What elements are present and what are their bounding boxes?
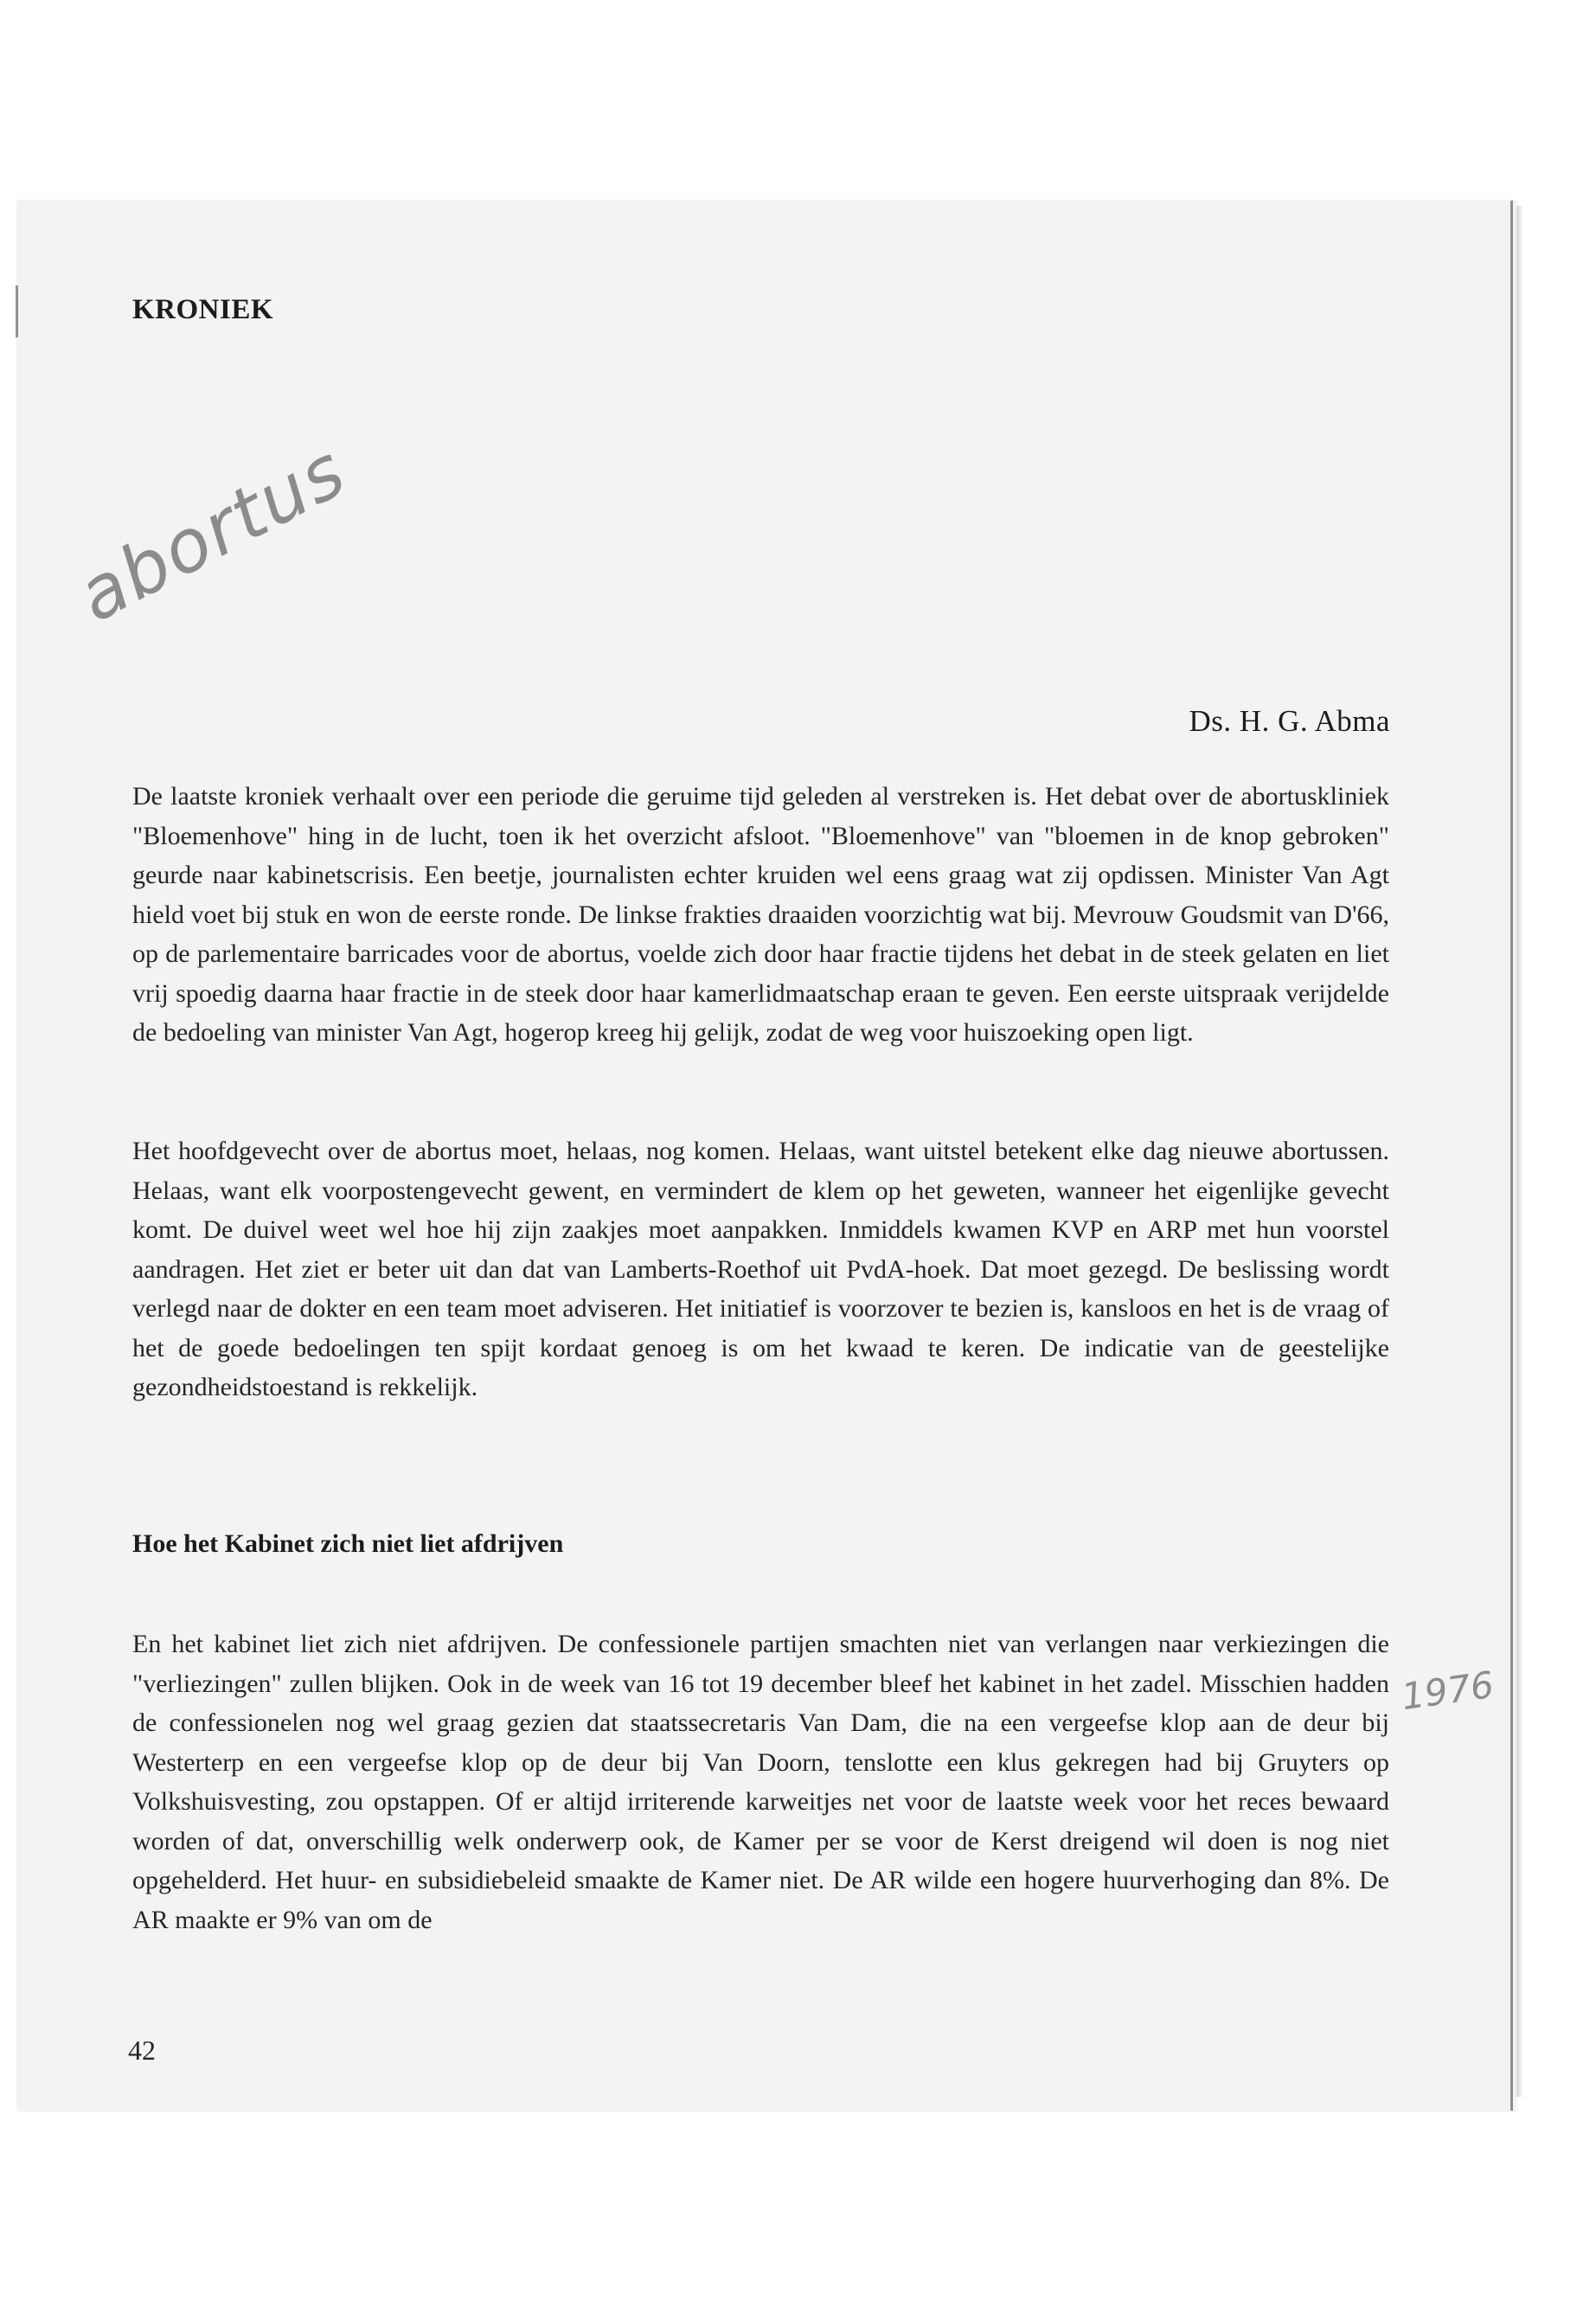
paragraph-1: De laatste kroniek verhaalt over een periode die geruime tijd geleden al verstreken is. Het debat over de abortuskliniek "Bloemenhove" hing in de lucht, toen ik het overzicht afsloot. "Bloemenhove" van "bloemen in de knop gebroken" geurde naar kabinetscrisis. Een beetje, journalisten echter kruiden wel eens graag wat zij opdissen. Minister Van Agt hield voet bij stuk en won de eerste ronde. De linkse frakties draaiden voorzichtig wat bij. Mevrouw Goudsmit van D'66, op de parlementaire barricades voor de abortus, voelde zich door haar fractie tijdens het debat in de steek gelaten en liet vrij spoedig daarna haar fractie in de steek door haar kamerlidmaatschap eraan te geven. Een eerste uitspraak verijdelde de bedoeling van minister Van Agt, hogerop kreeg hij gelijk, zodat de weg voor huiszoeking open ligt.	[132, 782, 1389, 1047]
page-edge	[1516, 206, 1523, 2097]
page-number: 42	[128, 2035, 156, 2066]
subheading: Hoe het Kabinet zich niet liet afdrijven	[132, 1529, 564, 1558]
section-heading: KRONIEK	[132, 294, 274, 325]
scan-edge-mark	[16, 285, 18, 337]
page-spine-shadow	[1510, 201, 1513, 2111]
paragraph-3: En het kabinet liet zich niet afdrijven. De confessionele partijen smachten niet van verlangen naar verkiezingen die "verliezingen" zullen blijken. Ook in de week van 16 tot 19 december bleef het kabinet in het zadel. Misschien hadden de confessionelen nog wel graag gezien dat staatssecretaris Van Dam, die na een vergeefse klop aan de deur bij Westerterp en een vergeefse klop op de deur bij Van Doorn, tenslotte een klus gekregen had bij Gruyters op Volkshuisvesting, zou opstappen. Of er altijd irriterende karweitjes net voor de laatste week voor het reces bewaard worden of dat, onverschillig welk onderwerp ook, de Kamer per se voor de Kerst dreigend wil doen is nog niet opgehelderd. Het huur- en subsidiebeleid smaakte de Kamer niet. De AR wilde een hogere huurverhoging dan 8%. De AR maakte er 9% van om de	[132, 1630, 1389, 1934]
handwritten-margin-note: 1976	[1399, 1663, 1497, 1719]
paragraph-2: Het hoofdgevecht over de abortus moet, helaas, nog komen. Helaas, want uitstel betekent elke dag nieuwe abortussen. Helaas, want elk voorpostengevecht gewent, en vermindert de klem op het geweten, wanneer het eigenlijke gevecht komt. De duivel weet wel hoe hij zijn zaakjes moet aanpakken. Inmiddels kwamen KVP en ARP met hun voorstel aandragen. Het ziet er beter uit dan dat van Lamberts-Roethof uit PvdA-hoek. Dat moet gezegd. De beslissing wordt verlegd naar de dokter en een team moet adviseren. Het initiatief is voorzover te bezien is, kansloos en het is de vraag of het de goede bedoelingen ten spijt kordaat genoeg is om het kwaad te keren. De indicatie van de geestelijke gezondheidstoestand is rekkelijk.	[132, 1137, 1389, 1401]
author-name: Ds. H. G. Abma	[1189, 704, 1390, 738]
handwritten-note-abortus: abortus	[63, 427, 360, 638]
